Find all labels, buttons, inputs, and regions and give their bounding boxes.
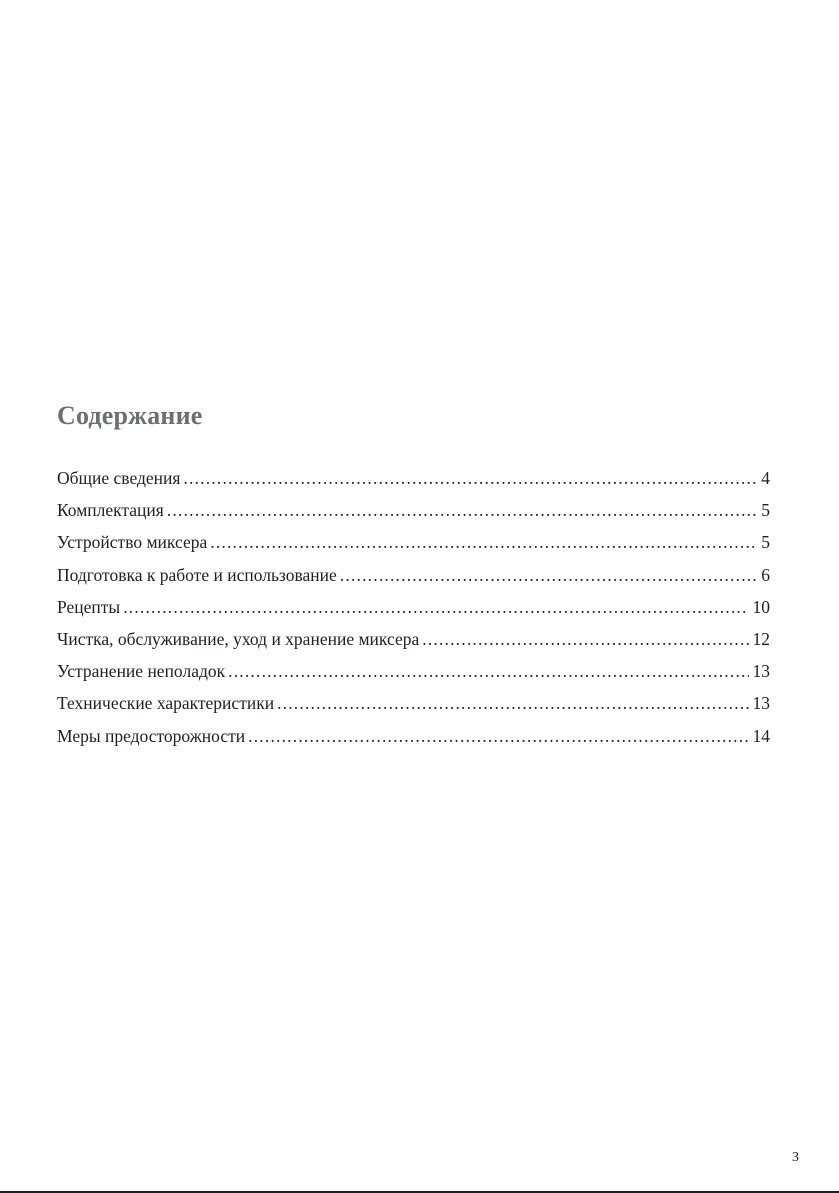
toc-entry-label: Рецепты [57,596,121,617]
toc-dot-leader [277,687,748,719]
toc-entry-page: 12 [752,628,770,649]
toc-entry-cleaning-and-storage[interactable] [57,623,770,655]
toc-entry-label: Подготовка к работе и использование [57,564,337,585]
toc-dot-leader [422,623,748,655]
toc-entry-label: Технические характеристики [57,693,275,714]
toc-entry-page: 6 [761,564,770,585]
toc-dot-leader [123,591,748,623]
toc-dot-leader [167,494,757,526]
toc-entry-troubleshooting[interactable] [57,655,770,687]
toc-entry-page: 13 [752,693,770,714]
toc-entry-recipes[interactable] [57,591,770,623]
toc-entry-specifications[interactable] [57,687,770,719]
toc-entry-page: 10 [752,596,770,617]
toc-list [57,462,770,752]
toc-entry-page: 5 [761,532,770,553]
toc-entry-package-contents[interactable] [57,494,770,526]
toc-entry-label: Чистка, обслуживание, уход и хранение миксера [57,628,420,649]
toc-entry-page: 13 [752,661,770,682]
toc-entry-preparation-and-use[interactable] [57,559,770,591]
toc-entry-page: 14 [752,725,770,746]
toc-dot-leader [183,462,757,494]
toc-entry-label: Устройство миксера [57,532,208,553]
toc-entry-page: 4 [761,468,770,488]
toc-entry-label: Устранение неполадок [57,661,226,682]
toc-dot-leader [210,526,757,558]
toc-entry-mixer-design[interactable] [57,526,770,558]
toc-dot-leader [228,655,748,687]
toc-dot-leader [340,559,757,591]
toc-entry-page: 5 [761,500,770,521]
toc-entry-safety-precautions[interactable] [57,720,770,752]
page-number: 3 [792,1150,799,1165]
toc-entry-general-info[interactable] [57,462,770,494]
toc-entry-label: Общие сведения [57,468,181,488]
toc-entry-label: Меры предосторожности [57,725,246,746]
toc-dot-leader [248,720,748,752]
toc-entry-label: Комплектация [57,500,164,521]
toc-title: Содержание [57,401,203,430]
